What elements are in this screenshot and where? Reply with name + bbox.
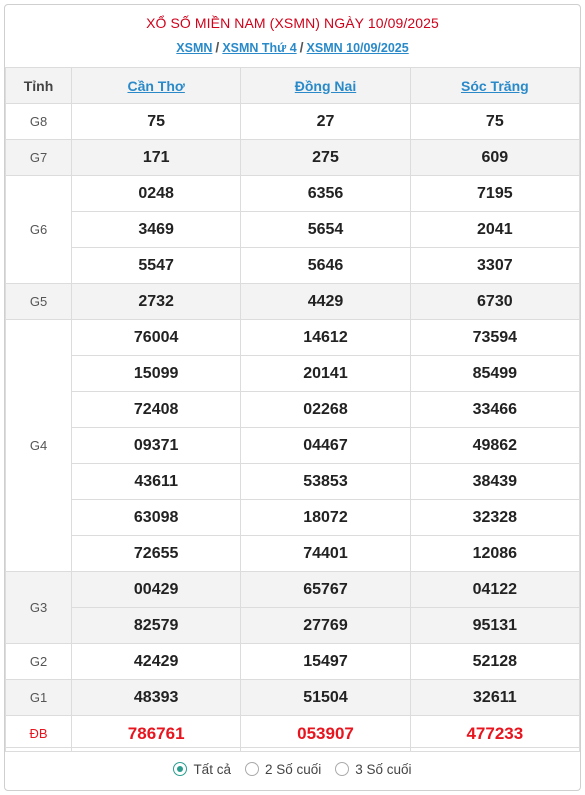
prize-number: 02268 (241, 392, 410, 428)
prize-number: 609 (410, 140, 579, 176)
prize-label: G3 (6, 572, 72, 644)
prize-number: 95131 (410, 608, 579, 644)
prize-row (6, 608, 580, 644)
prize-row (6, 176, 580, 212)
prize-row (6, 284, 580, 320)
prize-number: 09371 (72, 428, 241, 464)
prize-number: 72408 (72, 392, 241, 428)
prize-number: 3469 (72, 212, 241, 248)
prize-number: 275 (241, 140, 410, 176)
prize-number: 33466 (410, 392, 579, 428)
prize-row (6, 212, 580, 248)
prize-number: 7195 (410, 176, 579, 212)
prize-number: 00429 (72, 572, 241, 608)
prize-number: 49862 (410, 428, 579, 464)
prize-number: 75 (72, 104, 241, 140)
prize-row (6, 428, 580, 464)
prize-number: 053907 (241, 716, 410, 752)
breadcrumb (5, 39, 580, 55)
filter-option-last-3[interactable] (335, 762, 411, 777)
province-link-can-tho[interactable]: Cần Thơ (127, 77, 185, 94)
prize-label: G4 (6, 320, 72, 572)
prize-number: 74401 (241, 536, 410, 572)
prize-row (6, 500, 580, 536)
breadcrumb-separator: / (299, 39, 304, 55)
prize-number: 82579 (72, 608, 241, 644)
filter-option-last-2[interactable] (245, 762, 321, 777)
prize-number: 18072 (241, 500, 410, 536)
prize-number: 14612 (241, 320, 410, 356)
prize-number: 27 (241, 104, 410, 140)
prize-number: 2041 (410, 212, 579, 248)
prize-number: 3307 (410, 248, 579, 284)
prize-number: 04467 (241, 428, 410, 464)
prize-number: 786761 (72, 716, 241, 752)
filter-option-label: 3 Số cuối (355, 761, 412, 777)
prize-number: 6730 (410, 284, 579, 320)
prize-row (6, 464, 580, 500)
prize-number: 5547 (72, 248, 241, 284)
prize-label: G1 (6, 680, 72, 716)
radio-selected-icon[interactable] (173, 762, 187, 776)
prize-label: ĐB (6, 716, 72, 752)
breadcrumb-separator: / (215, 39, 220, 55)
prize-row (6, 356, 580, 392)
filter-option-label: Tất cả (193, 761, 231, 777)
prize-number: 5646 (241, 248, 410, 284)
digit-filter (5, 747, 580, 790)
prize-row (6, 248, 580, 284)
prize-row (6, 392, 580, 428)
province-header (72, 68, 241, 104)
prize-number: 15099 (72, 356, 241, 392)
radio-icon[interactable] (335, 762, 349, 776)
filter-option-label: 2 Số cuối (264, 761, 322, 777)
prize-number: 51504 (241, 680, 410, 716)
prize-number: 6356 (241, 176, 410, 212)
breadcrumb-link-date[interactable]: XSMN 10/09/2025 (306, 41, 409, 55)
table-header-row (6, 68, 580, 104)
prize-number: 15497 (241, 644, 410, 680)
prize-row (6, 572, 580, 608)
province-link-dong-nai[interactable]: Đồng Nai (294, 77, 357, 94)
prize-number: 65767 (241, 572, 410, 608)
prize-number: 04122 (410, 572, 579, 608)
prize-label: G2 (6, 644, 72, 680)
prize-number: 32328 (410, 500, 579, 536)
prize-row (6, 140, 580, 176)
prize-number: 171 (72, 140, 241, 176)
prize-number: 5654 (241, 212, 410, 248)
prize-number: 48393 (72, 680, 241, 716)
prize-number: 63098 (72, 500, 241, 536)
prize-label: G5 (6, 284, 72, 320)
prize-row (6, 104, 580, 140)
prize-label: G7 (6, 140, 72, 176)
prize-number: 53853 (241, 464, 410, 500)
prize-row (6, 320, 580, 356)
province-header (241, 68, 410, 104)
prize-number: 52128 (410, 644, 579, 680)
results-header (5, 5, 580, 67)
prize-number: 85499 (410, 356, 579, 392)
breadcrumb-link-xsmn[interactable]: XSMN (176, 41, 213, 55)
province-column-label: Tỉnh (6, 68, 72, 104)
prize-row (6, 680, 580, 716)
prize-number: 20141 (241, 356, 410, 392)
prize-number: 2732 (72, 284, 241, 320)
prize-row (6, 644, 580, 680)
prize-number: 75 (410, 104, 579, 140)
prize-number: 76004 (72, 320, 241, 356)
prize-number: 73594 (410, 320, 579, 356)
province-link-soc-trang[interactable]: Sóc Trăng (460, 77, 529, 94)
province-header (410, 68, 579, 104)
prize-number: 43611 (72, 464, 241, 500)
prize-number: 42429 (72, 644, 241, 680)
prize-number: 12086 (410, 536, 579, 572)
prize-number: 477233 (410, 716, 579, 752)
radio-icon[interactable] (245, 762, 259, 776)
prize-row (6, 536, 580, 572)
prize-number: 0248 (72, 176, 241, 212)
prize-number: 32611 (410, 680, 579, 716)
prize-label: G6 (6, 176, 72, 284)
results-table (5, 67, 580, 752)
prize-number: 27769 (241, 608, 410, 644)
filter-option-all[interactable] (173, 762, 231, 777)
prize-table-body (6, 104, 580, 752)
page-title: XỔ SỐ MIỀN NAM (XSMN) NGÀY 10/09/2025 (146, 15, 439, 31)
breadcrumb-link-weekday[interactable]: XSMN Thứ 4 (222, 41, 297, 55)
prize-number: 72655 (72, 536, 241, 572)
prize-number: 38439 (410, 464, 579, 500)
results-card (4, 4, 581, 791)
prize-label: G8 (6, 104, 72, 140)
prize-number: 4429 (241, 284, 410, 320)
